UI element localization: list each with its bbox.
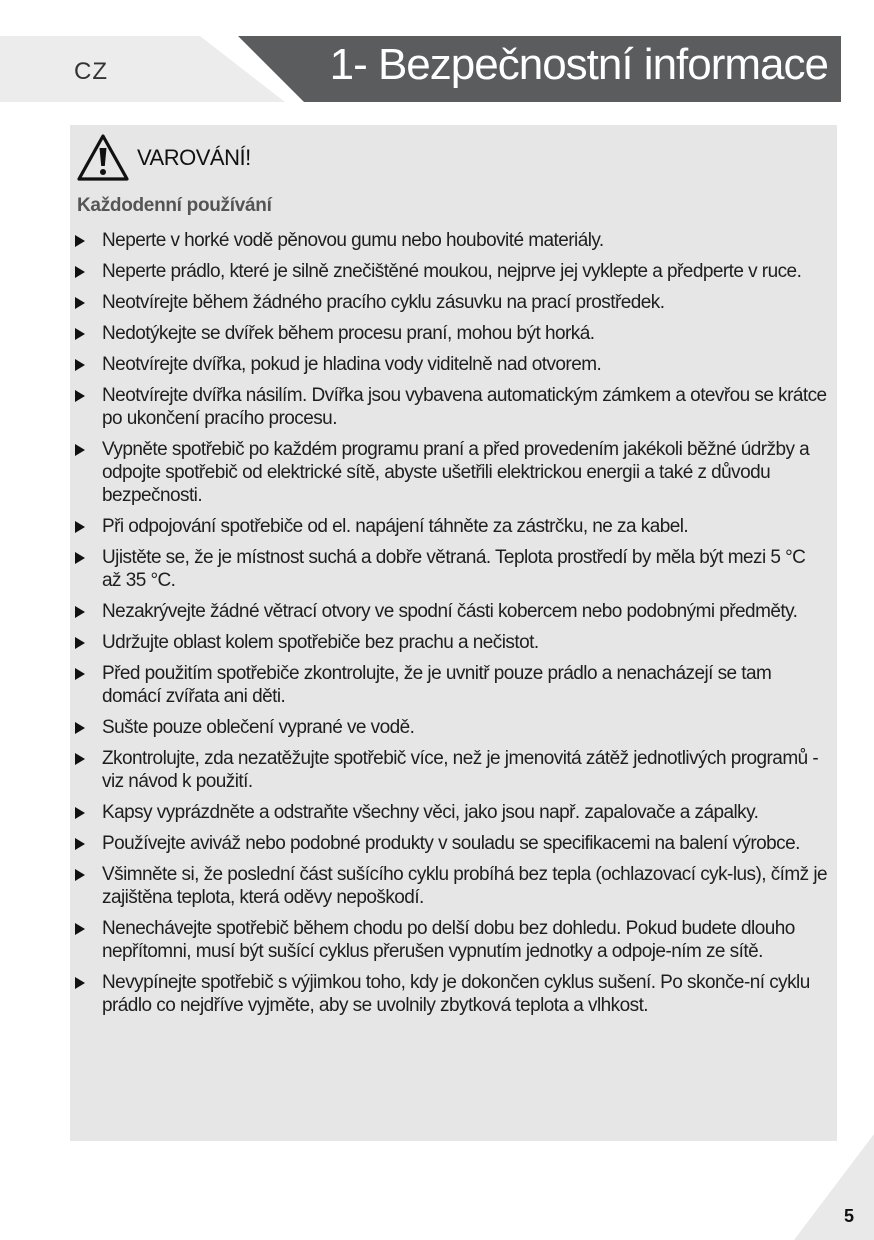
list-item-text: Neotvírejte dvířka násilím. Dvířka jsou vybavena automatickým zámkem a otevřou se krátce po ukončení pracího procesu. [102, 385, 827, 429]
list-item-text: Nezakrývejte žádné větrací otvory ve spodní části kobercem nebo podobnými předměty. [102, 601, 798, 622]
page-number: 5 [843, 1206, 854, 1226]
corner-tab [794, 1134, 874, 1240]
list-item-text: Vypněte spotřebič po každém programu praní a před provedením jakékoli běžné údržby a odpojte spotřebič od elektrické sítě, abyste ušetřili elektrickou energii a také z důvodu bezpečnosti. [102, 439, 810, 506]
list-item-text: Nevypínejte spotřebič s výjimkou toho, kdy je dokončen cyklus sušení. Po skonče-ní cyklu prádlo co nejdříve vyjměte, aby se uvolnily zbytková teplota a vlhkost. [102, 972, 810, 1016]
list-item [70, 863, 837, 909]
list-item-text: Používejte aviváž nebo podobné produkty v souladu se specifikacemi na balení výrobce. [102, 833, 800, 854]
list-item [70, 384, 837, 430]
bullet-arrow-icon [75, 297, 85, 309]
list-item-text: Neperte prádlo, které je silně znečištěné moukou, nejprve jej vyklepte a předperte v ruce. [102, 261, 802, 282]
bullet-arrow-icon [75, 552, 85, 564]
list-item-text: Zkontrolujte, zda nezatěžujte spotřebič více, než je jmenovitá zátěž jednotlivých programů - viz návod k použití. [102, 748, 819, 792]
list-item [70, 515, 837, 538]
list-item [70, 662, 837, 708]
safety-content-box [70, 125, 837, 1141]
bullet-arrow-icon [75, 390, 85, 402]
bullet-arrow-icon [75, 235, 85, 247]
list-item-text: Udržujte oblast kolem spotřebiče bez prachu a nečistot. [102, 632, 539, 653]
bullet-arrow-icon [75, 807, 85, 819]
bullet-arrow-icon [75, 977, 85, 989]
bullet-arrow-icon [75, 753, 85, 765]
list-item [70, 260, 837, 283]
warning-header [76, 130, 251, 186]
bullet-arrow-icon [75, 637, 85, 649]
warning-title: VAROVÁNÍ! [137, 145, 251, 170]
list-item-text: Všimněte si, že poslední část sušícího cyklu probíhá bez tepla (ochlazovací cyk-lus), čímž je zajištěna teplota, která oděvy nepoškodí. [102, 864, 828, 908]
language-label: CZ [74, 58, 108, 85]
list-item [70, 832, 837, 855]
list-item [70, 546, 837, 592]
bullet-arrow-icon [75, 359, 85, 371]
list-item-text: Nedotýkejte se dvířek během procesu praní, mohou být horká. [102, 323, 595, 344]
section-title: Každodenní používání [77, 195, 272, 216]
bullet-arrow-icon [75, 923, 85, 935]
list-item-text: Nenechávejte spotřebič během chodu po delší dobu bez dohledu. Pokud budete dlouho nepřítomni, musí být sušící cyklus přerušen vypnutím jednotky a odpoje-ním ze sítě. [102, 918, 795, 962]
page-title: 1- Bezpečnostní informace [329, 40, 828, 89]
list-item [70, 322, 837, 345]
bullet-arrow-icon [75, 444, 85, 456]
list-item [70, 353, 837, 376]
list-item-text: Neotvírejte dvířka, pokud je hladina vody viditelně nad otvorem. [102, 354, 602, 375]
list-item-text: Sušte pouze oblečení vyprané ve vodě. [102, 717, 415, 738]
list-item [70, 801, 837, 824]
bullet-arrow-icon [75, 521, 85, 533]
bullet-arrow-icon [75, 266, 85, 278]
list-item-text: Před použitím spotřebiče zkontrolujte, že je uvnitř pouze prádlo a nenacházejí se tam domácí zvířata ani děti. [102, 663, 772, 707]
list-item-text: Při odpojování spotřebiče od el. napájení táhněte za zástrčku, ne za kabel. [102, 516, 689, 537]
bullet-arrow-icon [75, 722, 85, 734]
list-item-text: Ujistěte se, že je místnost suchá a dobře větraná. Teplota prostředí by měla být mezi 5 °C až 35 °C. [102, 547, 806, 591]
list-item-text: Neotvírejte během žádného pracího cyklu zásuvku na prací prostředek. [102, 292, 665, 313]
bullet-arrow-icon [75, 838, 85, 850]
bullet-arrow-icon [75, 668, 85, 680]
list-item [70, 747, 837, 793]
list-item [70, 631, 837, 654]
list-item [70, 716, 837, 739]
list-item [70, 971, 837, 1017]
list-item-text: Kapsy vyprázdněte a odstraňte všechny věci, jako jsou např. zapalovače a zápalky. [102, 802, 759, 823]
list-item-text: Neperte v horké vodě pěnovou gumu nebo houbovité materiály. [102, 230, 604, 251]
bullet-arrow-icon [75, 606, 85, 618]
list-item [70, 438, 837, 507]
safety-items-list [70, 229, 837, 1025]
list-item [70, 291, 837, 314]
bullet-arrow-icon [75, 328, 85, 340]
list-item [70, 917, 837, 963]
list-item [70, 229, 837, 252]
warning-triangle-icon [76, 133, 130, 183]
list-item [70, 600, 837, 623]
language-tab [0, 36, 285, 102]
bullet-arrow-icon [75, 869, 85, 881]
